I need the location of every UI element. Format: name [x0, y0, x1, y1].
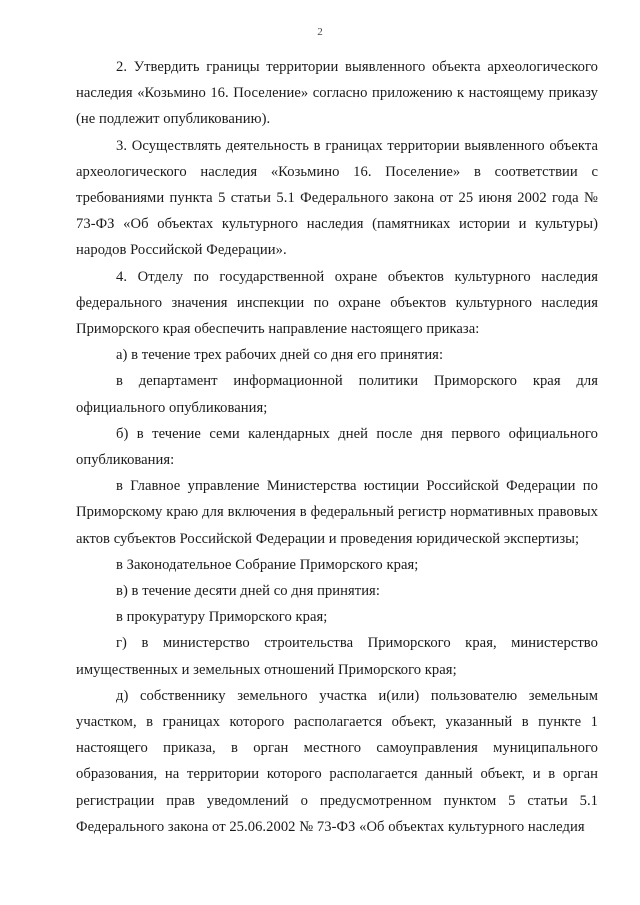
- paragraph-item-g: г) в министерство строительства Приморского края, министерство имущественных и земельных отношений Приморского края;: [76, 635, 598, 678]
- paragraph-item-d: д) собственнику земельного участка и(или) пользователю земельным участком, в границах которого располагается объект, указанный в пункте 1 настоящего приказа, в орган местного самоуправления муниципального образования, на территории которого располагается данный объект, и в орган регистрации прав уведомлений о предусмотренном пунктом 5 статьи 5.1 Федерального закона от 25.06.2002 № 73-ФЗ «Об объектах культурного наследия: [76, 687, 598, 835]
- page-number: 2: [317, 26, 323, 38]
- document-body: [76, 54, 598, 840]
- paragraph-approve-boundaries: 2. Утвердить границы территории выявленного объекта археологического наследия «Козьмино 16. Поселение» согласно приложению к настоящему приказу (не подлежит опубликованию).: [76, 59, 598, 128]
- paragraph-item-a: а) в течение трех рабочих дней со дня его принятия:: [116, 347, 444, 364]
- paragraph-ministry-of-justice: в Главное управление Министерства юстиции Российской Федерации по Приморскому краю для включения в федеральный регистр нормативных правовых актов субъектов Российской Федерации и проведения юридической экспертизы;: [76, 478, 598, 547]
- paragraph-activity-within-boundaries: 3. Осуществлять деятельность в границах территории выявленного объекта археологического наследия «Козьмино 16. Поселение» в соответствии с требованиями пункта 5 статьи 5.1 Федерального закона от 25 июня 2002 года № 73-ФЗ «Об объектах культурного наследия (памятниках истории и культуры) народов Российской Федерации».: [76, 137, 598, 259]
- paragraph-department-instruction: 4. Отделу по государственной охране объектов культурного наследия федерального значения инспекции по охране объектов культурного наследия Приморского края обеспечить направление настоящего приказа:: [76, 268, 598, 338]
- paragraph-prosecutor: в прокуратуру Приморского края;: [116, 609, 328, 626]
- paragraph-item-v: в) в течение десяти дней со дня принятия:: [116, 583, 380, 600]
- paragraph-information-policy: в департамент информационной политики Приморского края для официального опубликования;: [76, 373, 598, 416]
- paragraph-item-b: б) в течение семи календарных дней после дня первого официального опубликования:: [76, 425, 598, 469]
- paragraph-legislative-assembly: в Законодательное Собрание Приморского края;: [116, 556, 419, 573]
